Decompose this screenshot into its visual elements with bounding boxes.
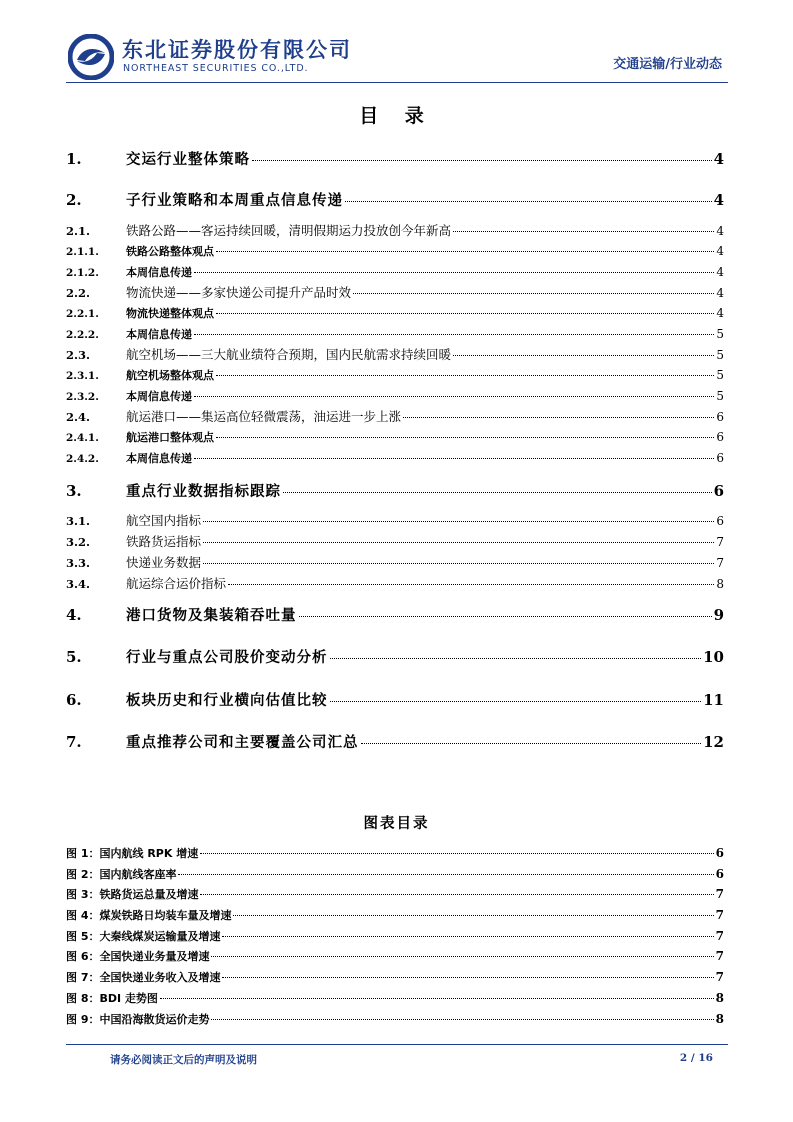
figure-entry[interactable]: [66, 948, 724, 964]
toc-page: 7: [716, 535, 724, 549]
toc-leader: [211, 1019, 713, 1020]
toc-entry[interactable]: [66, 604, 724, 625]
toc-entry[interactable]: [66, 574, 724, 592]
toc-page: 5: [716, 348, 724, 362]
toc-label: 航空国内指标: [126, 513, 202, 528]
toc-label: 本周信息传递: [126, 328, 192, 341]
toc-page: 6: [716, 430, 724, 444]
toc-page: 8: [716, 577, 724, 591]
toc-entry[interactable]: [66, 450, 724, 466]
figure-entry[interactable]: [66, 886, 724, 902]
toc-page: 6: [716, 514, 724, 528]
toc-label: 航运港口整体观点: [126, 431, 214, 444]
toc-label: 港口货物及集装箱吞吐量: [126, 608, 297, 624]
toc-label: 物流快递整体观点: [126, 307, 214, 320]
figure-label: 图 6：全国快递业务量及增速: [66, 950, 210, 963]
toc-label: 铁路公路整体观点: [126, 245, 214, 258]
toc-entry[interactable]: [66, 689, 724, 710]
toc-leader: [330, 701, 702, 702]
figure-label: 图 2：国内航线客座率: [66, 868, 177, 881]
toc-leader: [194, 334, 714, 335]
toc-label: 物流快递——多家快递公司提升产品时效: [126, 285, 352, 300]
toc-number: 2.3.2.: [66, 391, 99, 403]
toc-entry[interactable]: [66, 367, 724, 383]
toc-entry[interactable]: [66, 345, 724, 363]
report-section: 交通运输/行业动态: [613, 57, 722, 72]
toc-leader: [283, 492, 712, 493]
toc-leader: [203, 521, 714, 522]
toc-entry[interactable]: [66, 305, 724, 321]
figure-page: 7: [715, 908, 724, 922]
figure-page: 7: [715, 949, 724, 963]
toc-leader: [194, 272, 714, 273]
toc-leader: [330, 658, 702, 659]
figure-label: 图 1：国内航线 RPK 增速: [66, 847, 199, 860]
toc-label: 子行业策略和本周重点信息传递: [126, 193, 343, 209]
toc-leader: [222, 977, 713, 978]
company-name-en: NORTHEAST SECURITIES CO.,LTD.: [123, 63, 309, 74]
toc-leader: [178, 874, 713, 875]
toc-page: 4: [716, 286, 724, 300]
toc-page: 4: [716, 265, 724, 279]
toc-page: 5: [716, 389, 724, 403]
toc-number: 4.: [66, 606, 82, 624]
toc-title: 目 录: [359, 105, 434, 127]
toc-number: 2.2.1.: [66, 308, 99, 320]
toc-label: 本周信息传递: [126, 266, 192, 279]
figure-entry[interactable]: [66, 866, 724, 882]
toc-page: 10: [703, 648, 724, 666]
toc-leader: [194, 458, 714, 459]
toc-entry[interactable]: [66, 731, 724, 752]
toc-leader: [252, 160, 712, 161]
toc-number: 6.: [66, 691, 82, 709]
figure-page: 7: [715, 970, 724, 984]
toc-number: 2.1.: [66, 224, 91, 238]
toc-leader: [211, 956, 713, 957]
toc-label: 快递业务数据: [126, 555, 202, 570]
toc-leader: [233, 915, 713, 916]
figure-entry[interactable]: [66, 845, 724, 861]
toc-number: 5.: [66, 648, 82, 666]
toc-number: 2.4.: [66, 410, 91, 424]
toc-page: 4: [716, 224, 724, 238]
company-name-cn: 东北证券股份有限公司: [122, 38, 352, 62]
toc-label: 航空机场——三大航业绩符合预期，国内民航需求持续回暖: [126, 347, 452, 362]
figure-label: 图 9：中国沿海散货运价走势: [66, 1013, 210, 1026]
toc-label: 重点行业数据指标跟踪: [126, 484, 281, 500]
toc-label: 铁路公路——客运持续回暖，清明假期运力投放创今年新高: [126, 223, 452, 238]
toc-page: 9: [713, 606, 724, 624]
toc-leader: [299, 616, 712, 617]
toc-leader: [203, 542, 714, 543]
toc-page: 7: [716, 556, 724, 570]
toc-page: 4: [716, 244, 724, 258]
toc-leader: [222, 936, 713, 937]
toc-label: 板块历史和行业横向估值比较: [126, 693, 328, 709]
toc-number: 3.3.: [66, 556, 91, 570]
toc-label: 行业与重点公司股价变动分析: [126, 650, 328, 666]
footer-divider: [66, 1044, 728, 1045]
toc-entry[interactable]: [66, 511, 724, 529]
toc-leader: [403, 417, 714, 418]
page-number: 2 / 16: [679, 1052, 713, 1064]
toc-number: 3.4.: [66, 577, 91, 591]
figure-entry[interactable]: [66, 990, 724, 1006]
toc-entry[interactable]: [66, 553, 724, 571]
toc-number: 2.2.: [66, 286, 91, 300]
toc-page: 4: [713, 150, 724, 168]
figure-entry[interactable]: [66, 1011, 724, 1027]
toc-leader: [353, 293, 714, 294]
toc-leader: [200, 853, 713, 854]
toc-entry[interactable]: [66, 429, 724, 445]
toc-label: 交运行业整体策略: [126, 152, 250, 168]
figure-page: 6: [715, 867, 724, 881]
toc-entry[interactable]: [66, 407, 724, 425]
toc-leader: [453, 231, 714, 232]
figure-page: 8: [715, 1012, 724, 1026]
toc-label: 航运港口——集运高位轻微震荡，油运进一步上涨: [126, 409, 402, 424]
toc-entry[interactable]: [66, 148, 724, 169]
figure-label: 图 5：大秦线煤炭运输量及增速: [66, 930, 221, 943]
toc-number: 1.: [66, 150, 82, 168]
toc-page: 6: [713, 482, 724, 500]
toc-label: 本周信息传递: [126, 452, 192, 465]
toc-leader: [216, 375, 714, 376]
toc-number: 2.2.2.: [66, 329, 99, 341]
toc-leader: [194, 396, 714, 397]
page-header: [66, 30, 728, 82]
toc-leader: [203, 563, 714, 564]
toc-entry[interactable]: [66, 283, 724, 301]
figure-label: 图 4：煤炭铁路日均装车量及增速: [66, 909, 232, 922]
toc-leader: [216, 251, 714, 252]
toc-entry[interactable]: [66, 532, 724, 550]
toc-page: 4: [716, 306, 724, 320]
toc-entry[interactable]: [66, 480, 724, 501]
figure-page: 6: [715, 846, 724, 860]
figure-page: 7: [715, 929, 724, 943]
toc-page: 12: [703, 733, 724, 751]
toc-leader: [160, 998, 714, 999]
figure-entry[interactable]: [66, 907, 724, 923]
toc-leader: [216, 437, 714, 438]
toc-label: 航空机场整体观点: [126, 369, 214, 382]
toc-leader: [200, 894, 713, 895]
toc-number: 3.1.: [66, 514, 91, 528]
toc-leader: [228, 584, 714, 585]
toc-label: 航运综合运价指标: [126, 576, 227, 591]
toc-number: 3.: [66, 482, 82, 500]
figure-label: 图 3：铁路货运总量及增速: [66, 888, 199, 901]
toc-entry[interactable]: [66, 264, 724, 280]
toc-label: 铁路货运指标: [126, 534, 202, 549]
toc-number: 2.4.2.: [66, 453, 99, 465]
toc-entry[interactable]: [66, 646, 724, 667]
toc-number: 2.4.1.: [66, 432, 99, 444]
toc-leader: [361, 743, 702, 744]
toc-label: 本周信息传递: [126, 390, 192, 403]
figure-list-title: 图表目录: [363, 816, 430, 832]
figure-entry[interactable]: [66, 928, 724, 944]
toc-number: 7.: [66, 733, 82, 751]
toc-entry[interactable]: [66, 221, 724, 239]
toc-entry[interactable]: [66, 388, 724, 404]
toc-leader: [216, 313, 714, 314]
toc-entry[interactable]: [66, 243, 724, 259]
figure-page: 8: [715, 991, 724, 1005]
toc-page: 5: [716, 368, 724, 382]
toc-page: 11: [703, 691, 724, 709]
toc-leader: [345, 201, 712, 202]
toc-number: 2.: [66, 191, 82, 209]
toc-page: 5: [716, 327, 724, 341]
figure-label: 图 8：BDI 走势图: [66, 992, 158, 1005]
toc-page: 6: [716, 451, 724, 465]
figure-page: 7: [715, 887, 724, 901]
toc-entry[interactable]: [66, 326, 724, 342]
toc-label: 重点推荐公司和主要覆盖公司汇总: [126, 735, 359, 751]
toc-page: 6: [716, 410, 724, 424]
toc-number: 2.1.2.: [66, 267, 99, 279]
company-logo-icon: [68, 34, 114, 80]
header-divider: [66, 82, 728, 83]
figure-label: 图 7：全国快递业务收入及增速: [66, 971, 221, 984]
toc-leader: [453, 355, 714, 356]
footer-disclaimer: 请务必阅读正文后的声明及说明: [110, 1054, 257, 1066]
toc-entry[interactable]: [66, 189, 724, 210]
toc-number: 2.3.1.: [66, 370, 99, 382]
figure-entry[interactable]: [66, 969, 724, 985]
toc-number: 3.2.: [66, 535, 91, 549]
toc-number: 2.1.1.: [66, 246, 99, 258]
toc-page: 4: [713, 191, 724, 209]
toc-number: 2.3.: [66, 348, 91, 362]
